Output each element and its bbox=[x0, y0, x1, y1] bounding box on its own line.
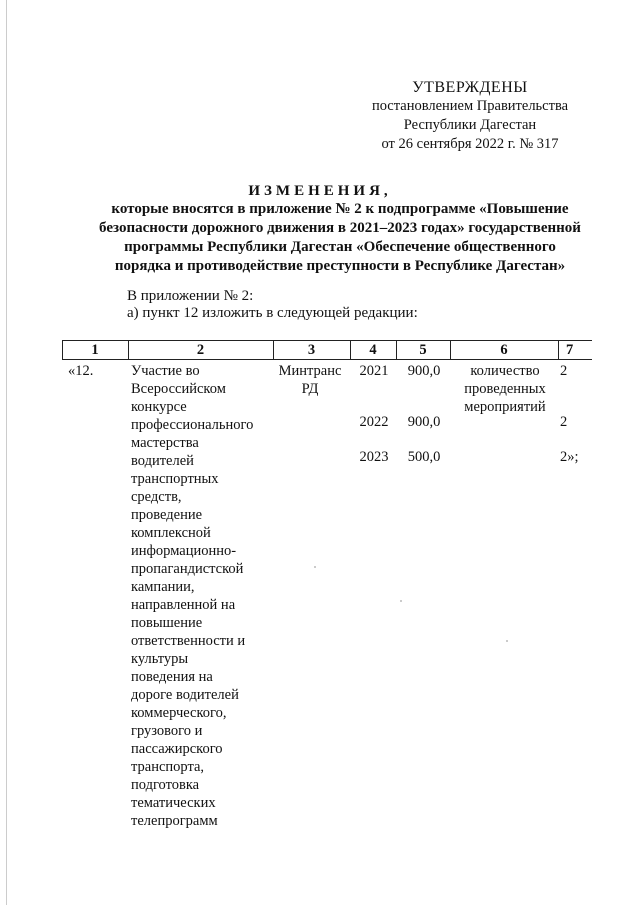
table-top-border bbox=[62, 340, 592, 341]
indicator-value: 2»; bbox=[560, 449, 579, 465]
measure-name-line: мастерства bbox=[131, 435, 199, 451]
sum-cell: 900,0 bbox=[407, 363, 441, 379]
year-cell: 2022 bbox=[359, 414, 389, 430]
subtitle-line: безопасности дорожного движения в 2021–2023 годах» государственной bbox=[99, 220, 581, 236]
measure-name-line: информационно- bbox=[131, 543, 237, 559]
intro-line: а) пункт 12 изложить в следующей редакции: bbox=[127, 305, 418, 321]
indicator-line: мероприятий bbox=[464, 399, 546, 415]
header-col-1: 1 bbox=[91, 342, 99, 358]
measure-name-line: профессионального bbox=[131, 417, 254, 433]
measure-name-line: подготовка bbox=[131, 777, 200, 793]
measure-name-line: повышение bbox=[131, 615, 203, 631]
subtitle-line: порядка и противодействие преступности в Республике Дагестан» bbox=[114, 258, 566, 274]
measure-name-line: Участие во bbox=[131, 363, 200, 379]
measure-name-line: Всероссийском bbox=[131, 381, 226, 397]
approval-resolution: постановлением Правительства bbox=[371, 98, 569, 114]
approval-date: от 26 сентября 2022 г. № 317 bbox=[381, 136, 559, 152]
measure-name-line: кампании, bbox=[131, 579, 195, 595]
scan-speck bbox=[506, 640, 508, 642]
row-number: «12. bbox=[68, 363, 94, 379]
executor bbox=[274, 362, 346, 398]
sum-cell: 500,0 bbox=[407, 449, 441, 465]
header-col-5: 5 bbox=[419, 342, 427, 358]
header-col-2: 2 bbox=[196, 342, 205, 358]
measure-name-line: направленной на bbox=[131, 597, 236, 613]
indicator-name bbox=[450, 362, 560, 416]
changes-table bbox=[62, 340, 592, 840]
scan-speck bbox=[314, 566, 316, 568]
scan-speck bbox=[400, 600, 402, 602]
subtitle-line: программы Республики Дагестан «Обеспечение общественного bbox=[124, 239, 556, 255]
subtitle-line: которые вносятся в приложение № 2 к подпрограмме «Повышение bbox=[111, 201, 569, 217]
indicator-value: 2 bbox=[560, 414, 568, 430]
measure-name-line: водителей bbox=[131, 453, 194, 469]
measure-name-line: поведения на bbox=[131, 669, 213, 685]
measure-name-line: коммерческого, bbox=[131, 705, 227, 721]
table-header-border bbox=[62, 359, 592, 360]
measure-name-line: транспорта, bbox=[131, 759, 205, 775]
sum-cell: 900,0 bbox=[407, 414, 441, 430]
measure-name-line: пропагандистской bbox=[131, 561, 244, 577]
header-col-6: 6 bbox=[500, 342, 508, 358]
measure-name-line: тематических bbox=[131, 795, 216, 811]
header-col-4: 4 bbox=[369, 342, 377, 358]
measure-name-line: конкурсе bbox=[131, 399, 187, 415]
measure-name-line: телепрограмм bbox=[131, 813, 218, 829]
year-cell: 2021 bbox=[359, 363, 389, 379]
document-title: ИЗМЕНЕНИЯ, bbox=[248, 183, 392, 199]
year-cell: 2023 bbox=[359, 449, 389, 465]
measure-name-line: средств, bbox=[131, 489, 182, 505]
scan-margin-line bbox=[6, 0, 7, 905]
indicator-line: проведенных bbox=[464, 381, 546, 397]
measure-name-line: пассажирского bbox=[131, 741, 223, 757]
intro-line: В приложении № 2: bbox=[127, 288, 254, 304]
indicator-line: количество bbox=[470, 363, 540, 379]
header-col-7: 7 bbox=[566, 342, 574, 358]
measure-name-line: дороге водителей bbox=[131, 687, 239, 703]
header-col-3: 3 bbox=[307, 342, 316, 358]
executor-line: РД bbox=[301, 381, 319, 397]
approval-heading: УТВЕРЖДЕНЫ bbox=[412, 79, 528, 96]
indicator-value: 2 bbox=[560, 363, 568, 379]
measure-name-line: ответственности и bbox=[131, 633, 246, 649]
executor-line: Минтранс bbox=[278, 363, 342, 379]
approval-republic: Республики Дагестан bbox=[403, 117, 537, 133]
measure-name-line: культуры bbox=[131, 651, 189, 667]
document-subtitle bbox=[90, 200, 590, 276]
measure-name bbox=[131, 362, 271, 830]
measure-name-line: комплексной bbox=[131, 525, 211, 541]
measure-name-line: транспортных bbox=[131, 471, 219, 487]
measure-name-line: проведение bbox=[131, 507, 203, 523]
approval-block bbox=[340, 78, 600, 154]
measure-name-line: грузового и bbox=[131, 723, 203, 739]
